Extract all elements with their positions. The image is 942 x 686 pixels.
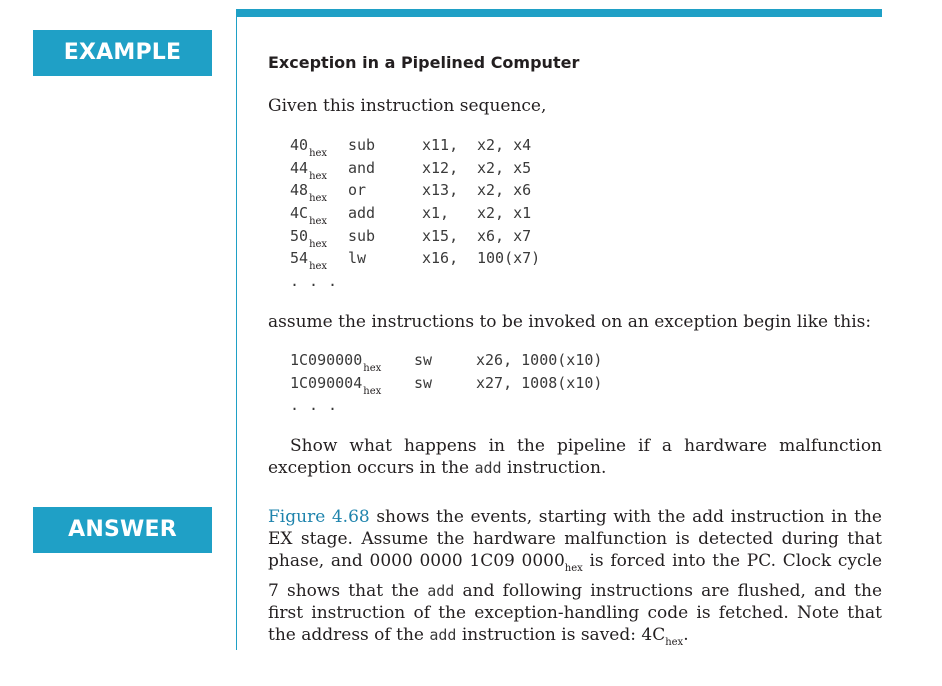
example-label: EXAMPLE [33,30,212,76]
handler-intro-text: assume the instructions to be invoked on an exception begin like this: [268,312,872,332]
code-operand: x11, [422,136,459,154]
code-address: $48_{hex}$ [290,181,328,205]
code-operand: x15, [422,226,459,245]
code-operand: x13, [422,181,459,200]
pc-address: 0000 0000 1C09 $0000_{hex}$ [369,551,583,574]
code-row [290,179,590,205]
code-row [290,157,590,180]
figure-link[interactable]: Figure 4.68 [268,507,370,527]
code-row [290,270,590,293]
code-operands: x6, x7 [477,226,532,245]
left-divider-line [236,9,237,650]
question-text: Show what happens in the pipeline if a hardware malfunction exception occurs in the add instruction. [268,436,882,478]
answer-label: ANSWER [33,507,212,553]
code-ellipsis: ... [290,272,348,291]
code-row [290,202,590,228]
exception-handler-code [290,349,650,417]
code-row [290,247,590,273]
code-operands: x2, x1 [477,204,532,223]
code-address: $1C090004_{hex}$ [290,373,382,397]
code-ellipsis: ... [290,396,348,415]
code-operands: x2, x4 [477,136,532,154]
code-opcode: sub [348,226,376,245]
code-address: $4C_{hex}$ [290,204,328,228]
example-title: Exception in a Pipelined Computer [268,53,580,72]
intro-text: Given this instruction sequence, [268,96,547,116]
answer-text: Figure 4.68 shows the events, starting with the add instruction in the EX stage. Assume the hardware malfunction is detected during that phase, and 0000 0000 1C09 $0000_{hex}$ is forced into the PC. Clock cycle 7 shows that the add and following instructions are flushed, and the first instruction of the exception-handling code is fetched. Note that the address of the add instruction is saved: $4C_{hex}$. [268,507,883,648]
code-opcode: or [348,181,367,200]
inline-code: add [429,626,457,644]
code-operands: x2, x5 [477,158,532,177]
code-row [290,225,590,248]
code-operand: x16, [422,249,459,268]
code-opcode: add [348,204,376,223]
code-opcode: sub [348,136,376,154]
code-operand: x12, [422,158,459,177]
code-address: $50_{hex}$ [290,226,328,250]
code-opcode: sw [414,351,433,369]
instruction-sequence [290,134,590,293]
code-opcode: sw [414,373,433,392]
code-opcode: and [348,158,376,177]
inline-code: add [474,459,502,477]
code-address: $1C090000_{hex}$ [290,351,382,374]
top-accent-bar [236,9,882,17]
code-operands: x26, 1000(x10) [476,351,603,369]
code-operands: x2, x6 [477,181,532,200]
code-row [290,372,650,395]
code-row [290,349,650,372]
code-address: $54_{hex}$ [290,249,328,273]
code-operand: x1, [422,204,450,223]
code-row [290,134,590,157]
saved-address: $4C_{hex}$. [641,625,689,648]
inline-code: add [427,582,455,600]
code-address: $44_{hex}$ [290,158,328,182]
code-operands: x27, 1008(x10) [476,373,603,392]
code-operands: 100(x7) [477,249,541,268]
code-address: $40_{hex}$ [290,136,328,159]
code-opcode: lw [348,249,367,268]
code-row [290,394,650,417]
